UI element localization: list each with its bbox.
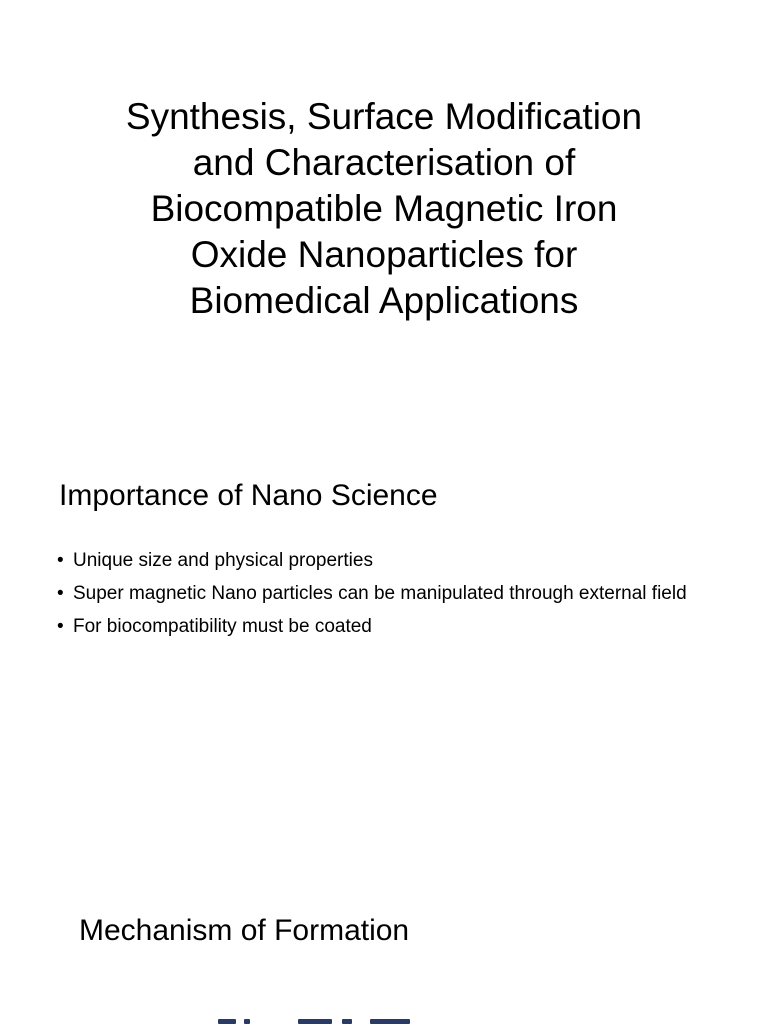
title-line: Biocompatible Magnetic Iron — [150, 188, 618, 229]
slide-title — [90, 94, 678, 324]
bullet-dot-icon: • — [57, 583, 64, 604]
bullet-item — [57, 549, 717, 572]
bullet-text: Super magnetic Nano particles can be manipulated through external field — [73, 583, 687, 604]
title-line: and Characterisation of — [192, 142, 576, 183]
bullet-item — [57, 582, 717, 605]
bullet-text: Unique size and physical properties — [73, 550, 373, 571]
section-heading-mechanism: Mechanism of Formation — [79, 914, 410, 947]
bullet-dot-icon: • — [57, 550, 64, 571]
section-heading-importance: Importance of Nano Science — [59, 479, 438, 512]
bullet-dot-icon: • — [57, 616, 64, 637]
bullet-list — [57, 549, 717, 648]
figure-mark — [298, 1019, 332, 1024]
title-line: Synthesis, Surface Modification — [125, 96, 643, 137]
figure-mark — [370, 1019, 410, 1024]
bullet-item — [57, 615, 717, 638]
figure-mark — [342, 1019, 352, 1024]
figure-mark — [244, 1019, 250, 1024]
bullet-text: For biocompatibility must be coated — [73, 616, 372, 637]
figure-mark — [218, 1019, 236, 1024]
title-line: Biomedical Applications — [189, 280, 579, 321]
cropped-figure-fragment — [210, 1016, 430, 1024]
title-line: Oxide Nanoparticles for — [190, 234, 578, 275]
